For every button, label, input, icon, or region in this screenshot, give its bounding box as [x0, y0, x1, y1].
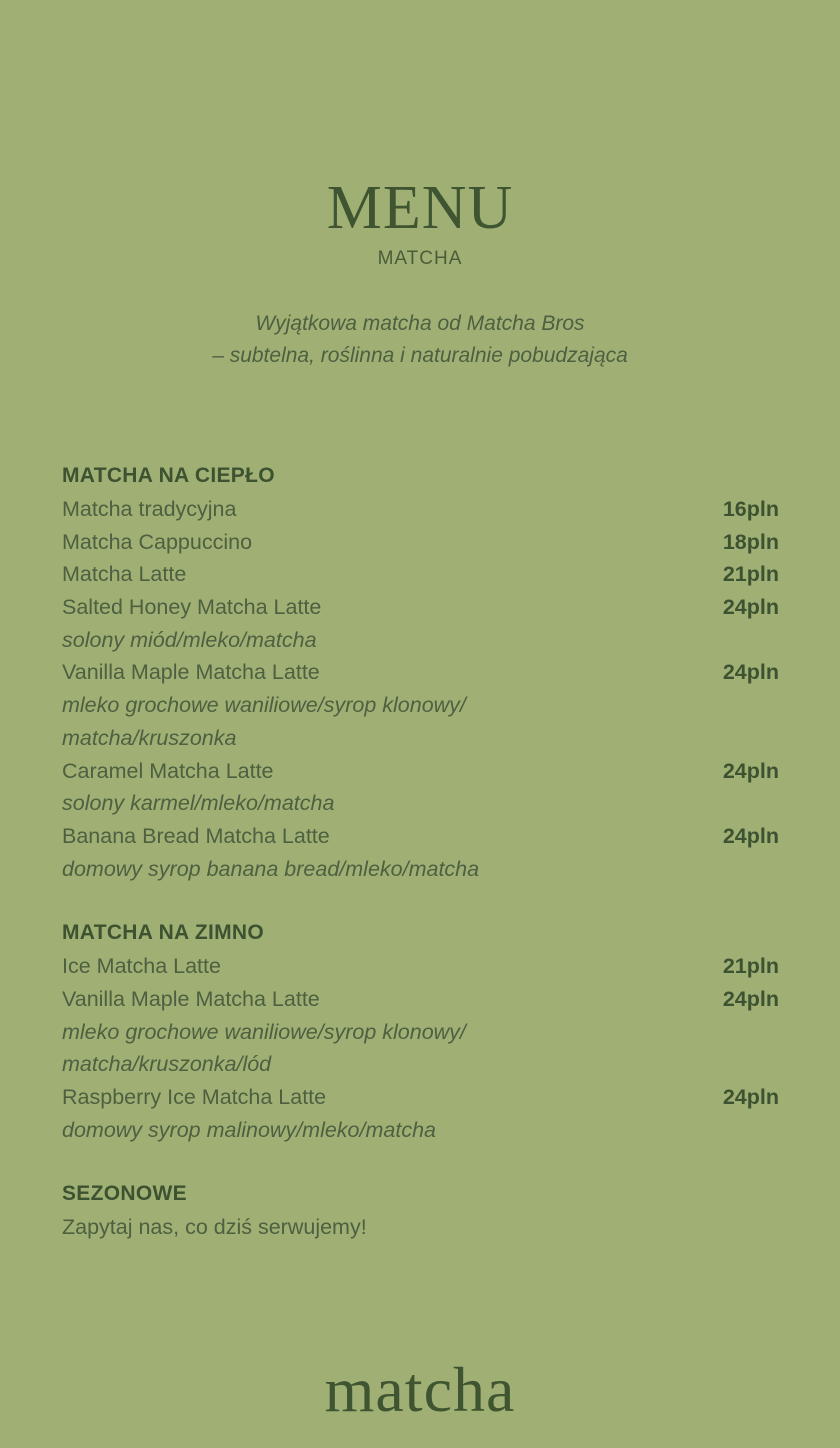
item-price: 21pln: [722, 562, 779, 587]
item-name: Vanilla Maple Matcha Latte: [62, 986, 320, 1011]
item-price: 21pln: [722, 954, 779, 979]
item-name: Banana Bread Matcha Latte: [62, 823, 330, 848]
item-price: 24pln: [722, 986, 779, 1011]
item-name: Ice Matcha Latte: [62, 954, 221, 979]
section-spacer: [62, 1146, 779, 1178]
item-description: mleko grochowe waniliowe/syrop klonowy/: [62, 693, 466, 718]
menu-item: [62, 493, 779, 526]
item-name: Raspberry Ice Matcha Latte: [62, 1085, 327, 1109]
item-description: mleko grochowe waniliowe/syrop klonowy/: [62, 1019, 466, 1044]
matcha-logo: matcha: [324, 1354, 516, 1425]
menu-list: [62, 460, 779, 1244]
menu-item: [62, 526, 779, 559]
item-name: Matcha tradycyjna: [62, 497, 237, 521]
menu-item: [62, 1081, 779, 1114]
item-description: domowy syrop malinowy/mleko/matcha: [62, 1117, 436, 1142]
item-price: 24pln: [722, 823, 779, 848]
item-price: 24pln: [722, 758, 779, 783]
tagline-line-1: Wyjątkowa matcha od Matcha Bros: [255, 312, 585, 335]
item-name: Caramel Matcha Latte: [62, 758, 274, 783]
item-name: Matcha Latte: [62, 562, 187, 587]
item-description: domowy syrop banana bread/mleko/matcha: [62, 856, 480, 881]
menu-item: [62, 950, 779, 983]
item-description: solony karmel/mleko/matcha: [62, 791, 335, 816]
menu-item: [62, 755, 779, 788]
tagline-line-2: – subtelna, roślinna i naturalnie pobudzająca: [212, 344, 628, 367]
item-price: 16pln: [722, 497, 779, 521]
menu-subtitle: MATCHA: [377, 248, 463, 269]
item-price: 24pln: [722, 595, 779, 620]
menu-item: [62, 820, 779, 853]
section-spacer: [62, 885, 779, 917]
item-description: matcha/kruszonka: [62, 725, 237, 750]
item-name: Vanilla Maple Matcha Latte: [62, 660, 320, 685]
menu-item: [62, 591, 779, 624]
item-description: solony miód/mleko/matcha: [62, 627, 317, 652]
item-description: matcha/kruszonka/lód: [62, 1052, 272, 1077]
item-price: 24pln: [722, 1085, 779, 1109]
section-title-cold: MATCHA NA ZIMNO: [62, 921, 265, 945]
item-price: 18pln: [722, 529, 779, 554]
item-name: Matcha Cappuccino: [62, 529, 253, 554]
menu-item: [62, 656, 779, 689]
menu-item: [62, 558, 779, 591]
item-price: 24pln: [722, 660, 779, 685]
menu-item: [62, 983, 779, 1016]
section-title-seasonal: SEZONOWE: [62, 1182, 187, 1206]
item-name: Salted Honey Matcha Latte: [62, 595, 322, 620]
seasonal-note: Zapytaj nas, co dziś serwujemy!: [62, 1215, 367, 1240]
tagline: [0, 308, 840, 372]
section-title-hot: MATCHA NA CIEPŁO: [62, 464, 275, 487]
menu-title: MENU: [326, 174, 514, 242]
